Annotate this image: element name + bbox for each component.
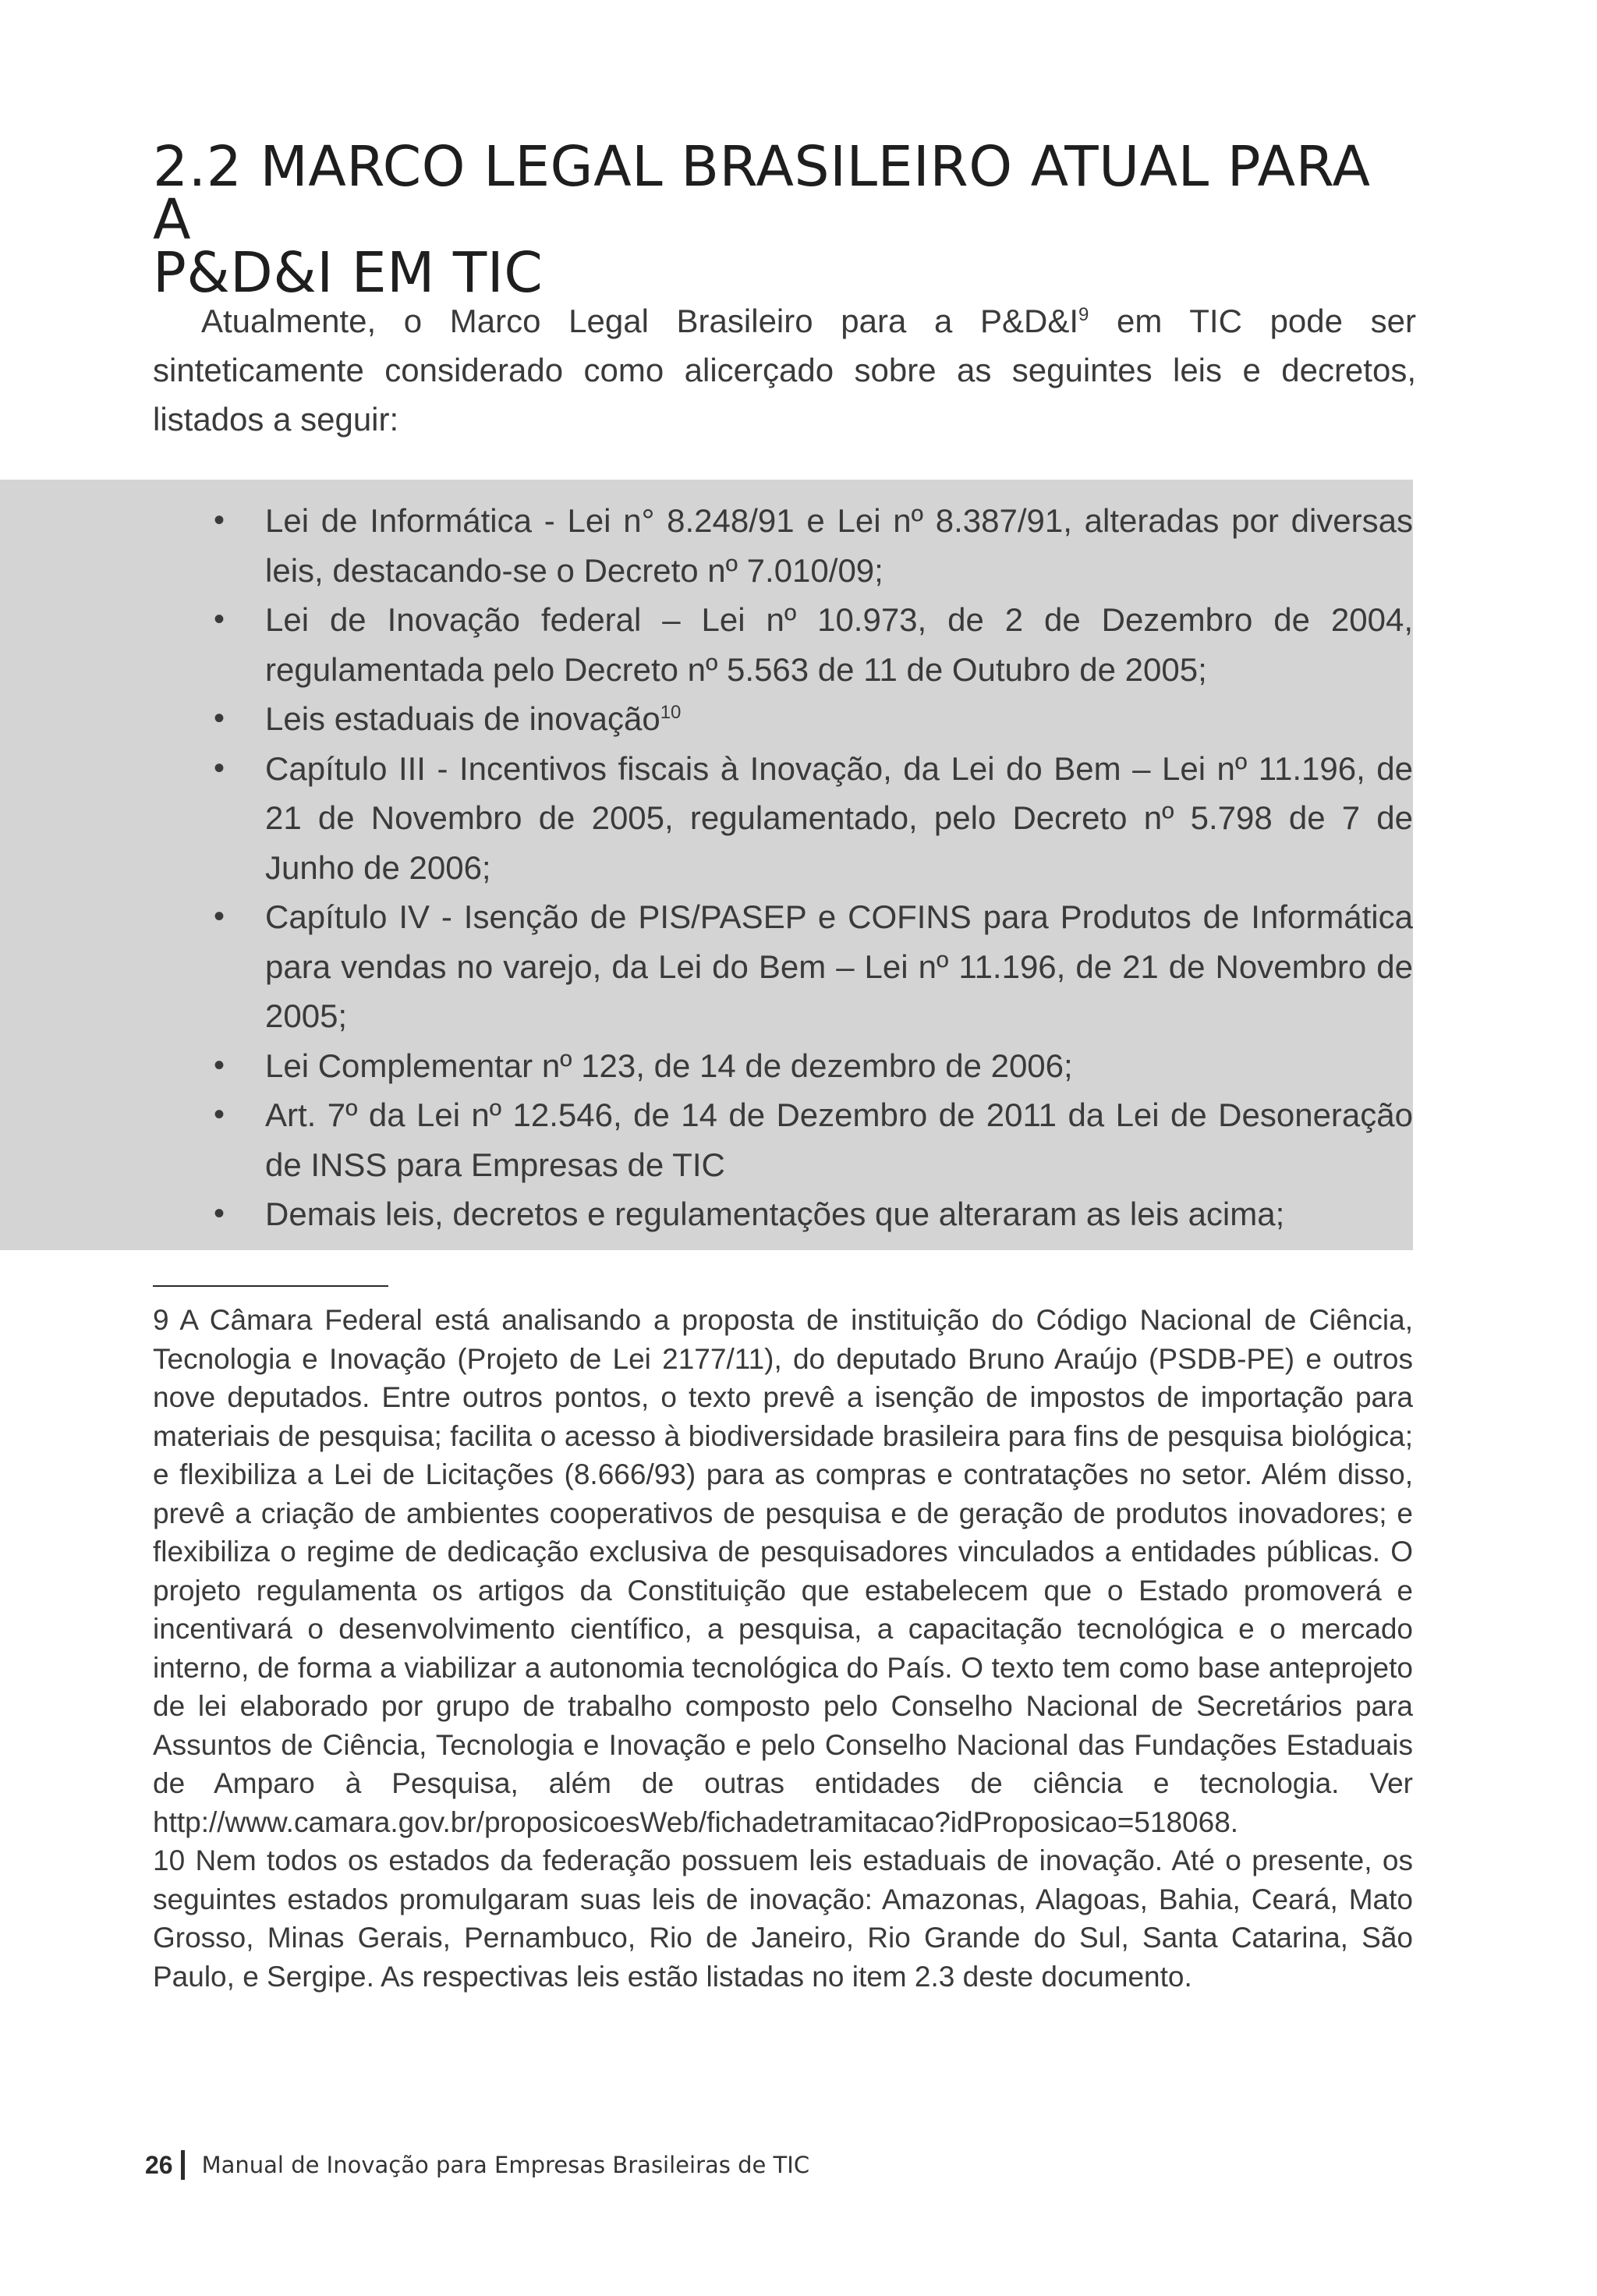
bullet-icon: • (214, 503, 225, 537)
footnote-10: 10 Nem todos os estados da federação possuem leis estaduais de inovação. Até o presente, os seguintes estados promulgaram suas leis de inovação: Amazonas, Alagoas, Bahia, Ceará, Mato Grosso, Minas Gerais, Pernambuco, Rio de Janeiro, Rio Grande do Sul, Santa Catarina, São Paulo, e Sergipe. As respectivas leis estão listadas no item 2.3 deste documento. (153, 1844, 1413, 1993)
law-item-demais-leis (214, 1189, 1413, 1239)
bullet-icon: • (214, 899, 225, 934)
bullet-icon: • (214, 1047, 225, 1082)
page-footer (145, 2146, 809, 2184)
section-title-line1: 2.2 MARCO LEGAL BRASILEIRO ATUAL PARA A (153, 134, 1371, 252)
law-item-art-7 (214, 1090, 1413, 1189)
section-title (153, 134, 1416, 305)
law-item-text: Demais leis, decretos e regulamentações que alteraram as leis acima; (265, 1196, 1285, 1232)
law-item-text: Art. 7º da Lei nº 12.546, de 14 de Dezembro de 2011 da Lei de Desoneração de INSS para Empresas de TIC (265, 1097, 1413, 1183)
bullet-icon: • (214, 750, 225, 785)
bullet-icon: • (214, 1196, 225, 1231)
law-item-informatica (214, 496, 1413, 595)
intro-text-before: Atualmente, o Marco Legal Brasileiro para a P&D&I (201, 303, 1079, 339)
law-item-text: Capítulo III - Incentivos fiscais à Inovação, da Lei do Bem – Lei nº 11.196, de 21 de Novembro de 2005, regulamentado, pelo Decreto nº 5.798 de 7 de Junho de 2006; (265, 749, 1413, 886)
footnotes (153, 1301, 1413, 1996)
law-item-capitulo-iv (214, 892, 1413, 1041)
law-item-text: Leis estaduais de inovação (265, 700, 660, 737)
bullet-icon: • (214, 1097, 225, 1132)
law-item-text: Lei de Informática - Lei n° 8.248/91 e Lei nº 8.387/91, alteradas por diversas leis, destacando-se o Decreto nº 7.010/09; (265, 502, 1413, 589)
law-item-text: Lei de Inovação federal – Lei nº 10.973, de 2 de Dezembro de 2004, regulamentada pelo Decreto nº 5.563 de 11 de Outubro de 2005; (265, 601, 1413, 688)
laws-list (214, 496, 1413, 1239)
section-title-line2: P&D&I EM TIC (153, 240, 544, 305)
footer-separator (181, 2150, 185, 2180)
law-item-lei-complementar (214, 1041, 1413, 1091)
intro-paragraph (153, 296, 1416, 444)
law-item-text: Capítulo IV - Isenção de PIS/PASEP e COFINS para Produtos de Informática para vendas no varejo, da Lei do Bem – Lei nº 11.196, de 21 de Novembro de 2005; (265, 898, 1413, 1034)
law-item-leis-estaduais (214, 694, 1413, 744)
law-item-capitulo-iii (214, 744, 1413, 893)
footnote-9: 9 A Câmara Federal está analisando a proposta de instituição do Código Nacional de Ciência, Tecnologia e Inovação (Projeto de Lei 2177/11), do deputado Bruno Araújo (PSDB-PE) e outros nove deputados. Entre outros pontos, o texto prevê a isenção de impostos de importação para materiais de pesquisa; facilita o acesso à biodiversidade brasileira para fins de pesquisa biológica; e flexibiliza a Lei de Licitações (8.666/93) para as compras e contratações no setor. Além disso, prevê a criação de ambientes cooperativos de pesquisa e de geração de produtos inovadores; e flexibiliza o regime de dedicação exclusiva de pesquisadores vinculados a entidades públicas. O projeto regulamenta os artigos da Constituição que estabelecem que o Estado promoverá e incentivará o desenvolvimento científico, a pesquisa, a capacitação tecnológica e o mercado interno, de forma a viabilizar a autonomia tecnológica do País. O texto tem como base anteprojeto de lei elaborado por grupo de trabalho composto pelo Conselho Nacional de Secretários para Assuntos de Ciência, Tecnologia e Inovação e pelo Conselho Nacional das Fundações Estaduais de Amparo à Pesquisa, além de outras entidades de ciência e tecnologia. Ver http://www.camara.gov.br/proposicoesWeb/fichadetramitacao?idProposicao=518068. (153, 1304, 1413, 1838)
bullet-icon: • (214, 602, 225, 636)
law-item-inovacao-federal (214, 595, 1413, 694)
intro-text-after: em TIC pode ser sinteticamente considerado como alicerçado sobre as seguintes leis e decretos, listados a seguir: (153, 303, 1416, 438)
footnote-divider (153, 1285, 388, 1287)
page-number: 26 (145, 2150, 173, 2179)
footnote-ref-9[interactable]: 9 (1078, 304, 1089, 325)
publication-title: Manual de Inovação para Empresas Brasileiras de TIC (201, 2152, 810, 2178)
bullet-icon: • (214, 701, 225, 735)
law-item-text: Lei Complementar nº 123, de 14 de dezembro de 2006; (265, 1047, 1073, 1084)
footnote-ref-10[interactable]: 10 (660, 702, 682, 723)
